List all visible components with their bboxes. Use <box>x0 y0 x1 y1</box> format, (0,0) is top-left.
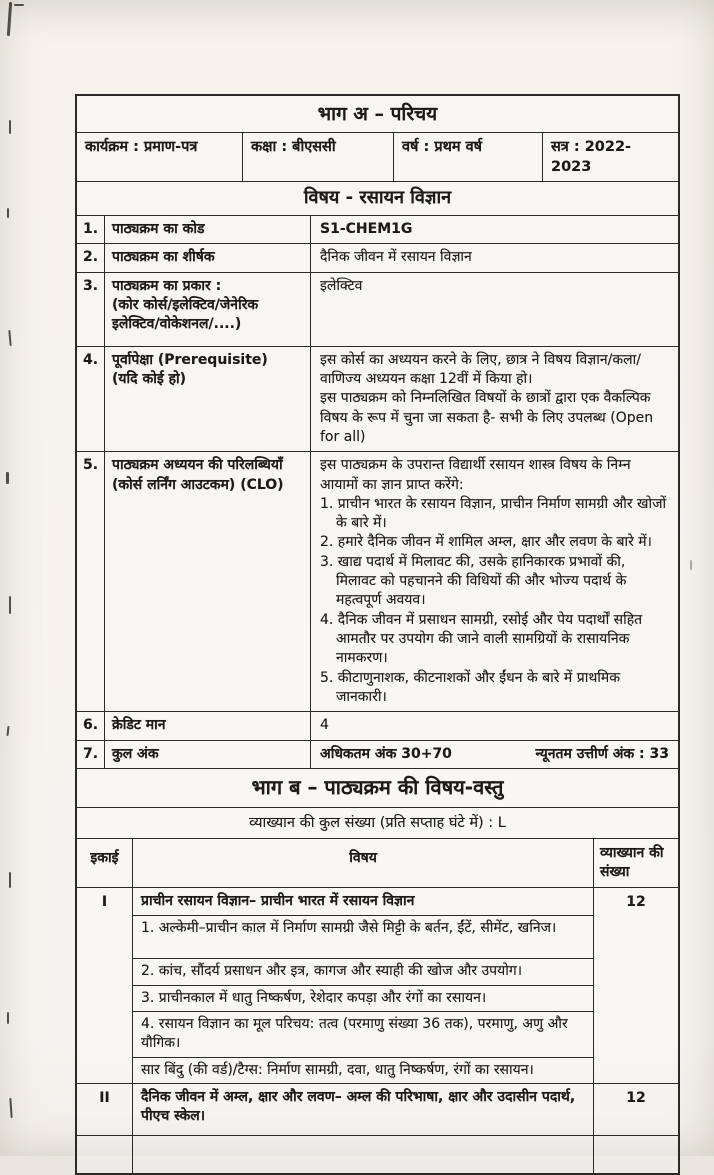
row-number: 1. <box>77 216 105 243</box>
unit-row-2 <box>77 1083 678 1135</box>
table-row-course-code <box>77 215 678 243</box>
table-row-course-type <box>77 272 678 346</box>
row-label <box>105 347 311 452</box>
row-label-line2: (कोर कोर्स/इलेक्टिव/जेनेरिक इलेक्टिव/वोकेशनल/....) <box>112 296 259 333</box>
table-row-course-title <box>77 243 678 271</box>
unit-heading: दैनिक जीवन में अम्ल, क्षार और लवण– अम्ल की परिभाषा, क्षार और उदासीन पदार्थ, पीएच स्केल। <box>141 1089 576 1125</box>
row-label-line2: (यदि कोई हो) <box>112 370 187 387</box>
scan-artifact <box>7 1012 9 1024</box>
scan-artifact <box>9 1098 12 1118</box>
table-row-clo <box>77 451 678 711</box>
class-name: कक्षा : बीएससी <box>243 133 394 181</box>
clo-item: 5. कीटाणुनाशक, कीटनाशकों और ईंधन के बारे में प्राथमिक जानकारी। <box>320 669 621 705</box>
row-label: पाठ्यक्रम का शीर्षक <box>105 244 311 271</box>
row-label: कुल अंक <box>105 741 311 768</box>
scan-artifact <box>14 4 24 6</box>
unit-number: II <box>77 1084 133 1135</box>
lectures-column-header: व्याख्यान की संख्या <box>600 844 664 880</box>
empty-row <box>77 1135 678 1173</box>
scan-artifact <box>8 330 11 346</box>
row-label: पाठ्यक्रम अध्ययन की परिलब्धियाँ (कोर्स लर्निंग आउटकम) (CLO) <box>105 452 311 711</box>
min-pass-marks: न्यूनतम उत्तीर्ण अंक : 33 <box>535 745 669 762</box>
course-code-value: S1-CHEM1G <box>320 221 413 238</box>
topic-item: 3. प्राचीनकाल में धातु निष्कर्षण, रेशेदार कपड़ा और रंगों का रसायन। <box>133 985 593 1011</box>
max-marks: अधिकतम अंक 30+70 <box>320 745 452 762</box>
row-label-line1: पाठ्यक्रम का प्रकार : <box>112 277 222 294</box>
topic-item: 4. रसायन विज्ञान का मूल परिचय: तत्व (परमाणु संख्या 36 तक), परमाणु, अणु और यौगिक। <box>133 1011 593 1057</box>
course-title-value: दैनिक जीवन में रसायन विज्ञान <box>320 249 472 266</box>
row-number: 6. <box>77 712 105 739</box>
clo-item: 3. खाद्य पदार्थ में मिलावट की, उसके हानिकारक प्रभावों की, मिलावट को पहचानने की विधियों की और भोज्य पदार्थ के महत्वपूर्ण अवयव। <box>320 553 627 609</box>
clo-intro: इस पाठ्यक्रम के उपरान्त विद्यार्थी रसायन शास्त्र विषय के निम्न आयामों का ज्ञान प्राप्त करेंगे: <box>320 457 631 493</box>
scan-artifact <box>7 2 12 36</box>
row-number: 7. <box>77 741 105 768</box>
row-label <box>105 273 311 346</box>
prerequisite-para-2: इस पाठ्यक्रम को निम्नलिखित विषयों के छात्रों द्वारा एक वैकल्पिक विषय के रूप में चुना जा सकता है- सभी के लिए उपलब्ध (Open for all) <box>320 390 654 445</box>
empty-cell <box>133 1136 594 1173</box>
year-name: वर्ष : प्रथम वर्ष <box>394 133 543 181</box>
course-type-value: इलेक्टिव <box>320 277 363 294</box>
clo-item: 2. हमारे दैनिक जीवन में शामिल अम्ल, क्षार और लवण के बारे में। <box>320 534 652 551</box>
scan-artifact <box>7 208 9 218</box>
clo-item: 1. प्राचीन भारत के रसायन विज्ञान, प्राचीन निर्माण सामग्री और खोजों के बारे में। <box>320 495 667 532</box>
scan-artifact <box>9 120 11 134</box>
unit-heading: प्राचीन रसायन विज्ञान– प्राचीन भारत में रसायन विज्ञान <box>141 893 415 910</box>
topic-keywords: सार बिंदु (की वर्ड)/टैग्स: निर्माण सामग्री, दवा, धातु निष्कर्षण, रंगों का रसायन। <box>133 1057 593 1083</box>
scan-artifact <box>9 872 11 888</box>
clo-item: 4. दैनिक जीवन में प्रसाधन सामग्री, रसोई और पेय पदार्थों सहित आमतौर पर उपयोग की जाने वाली सामग्रियों के रासायनिक नामकरण। <box>320 611 643 667</box>
units-header-row <box>77 838 678 888</box>
prerequisite-para-1: इस कोर्स का अध्ययन करने के लिए, छात्र ने विषय विज्ञान/कला/वाणिज्य अध्ययन कक्षा 12वीं में किया हो। <box>320 351 641 387</box>
topic-item: 1. अल्केमी–प्राचीन काल में निर्माण सामग्री जैसे मिट्टी के बर्तन, ईंटें, सीमेंट, खनिज। <box>133 915 593 958</box>
scan-artifact <box>9 596 11 614</box>
part-a-title: भाग अ – परिचय <box>317 103 438 125</box>
table-row-credits <box>77 711 678 739</box>
program-meta-row <box>77 132 678 181</box>
unit-column-header: इकाई <box>77 839 133 888</box>
unit-number: I <box>77 888 133 1083</box>
scan-artifact <box>690 560 692 570</box>
lectures-note: व्याख्यान की कुल संख्या (प्रति सप्ताह घंटे में) : L <box>77 807 678 838</box>
syllabus-table <box>75 94 680 1175</box>
row-label-line1: पूर्वापेक्षा (Prerequisite) <box>112 351 268 368</box>
unit-topics <box>133 888 594 1083</box>
marks-value <box>311 741 678 768</box>
row-number: 5. <box>77 452 105 711</box>
unit-lectures-count: 12 <box>626 1090 646 1107</box>
unit-lectures-count: 12 <box>626 894 646 911</box>
empty-cell <box>594 1136 678 1173</box>
row-label: पाठ्यक्रम का कोड <box>105 216 311 243</box>
subject-title: विषय - रसायन विज्ञान <box>77 181 678 215</box>
row-number: 4. <box>77 347 105 452</box>
row-number: 2. <box>77 244 105 271</box>
table-row-total-marks <box>77 740 678 768</box>
unit-row-1 <box>77 887 678 1083</box>
topic-item: 2. कांच, सौंदर्य प्रसाधन और इत्र, कागज और स्याही की खोज और उपयोग। <box>133 958 593 984</box>
scan-artifact <box>6 472 9 484</box>
topic-column-header: विषय <box>133 839 594 888</box>
credits-value: 4 <box>320 717 329 734</box>
table-row-prerequisite <box>77 346 678 452</box>
row-number: 3. <box>77 273 105 346</box>
unit-topics <box>133 1084 594 1135</box>
empty-cell <box>77 1136 133 1173</box>
clo-value <box>311 452 678 711</box>
row-label: क्रेडिट मान <box>105 712 311 739</box>
scan-artifact <box>6 726 9 736</box>
part-b-title: भाग ब – पाठ्यक्रम की विषय-वस्तु <box>77 768 678 807</box>
prerequisite-value <box>311 347 678 452</box>
session-name: सत्र : 2022-2023 <box>551 139 632 176</box>
program-name: कार्यक्रम : प्रमाण-पत्र <box>77 133 243 181</box>
